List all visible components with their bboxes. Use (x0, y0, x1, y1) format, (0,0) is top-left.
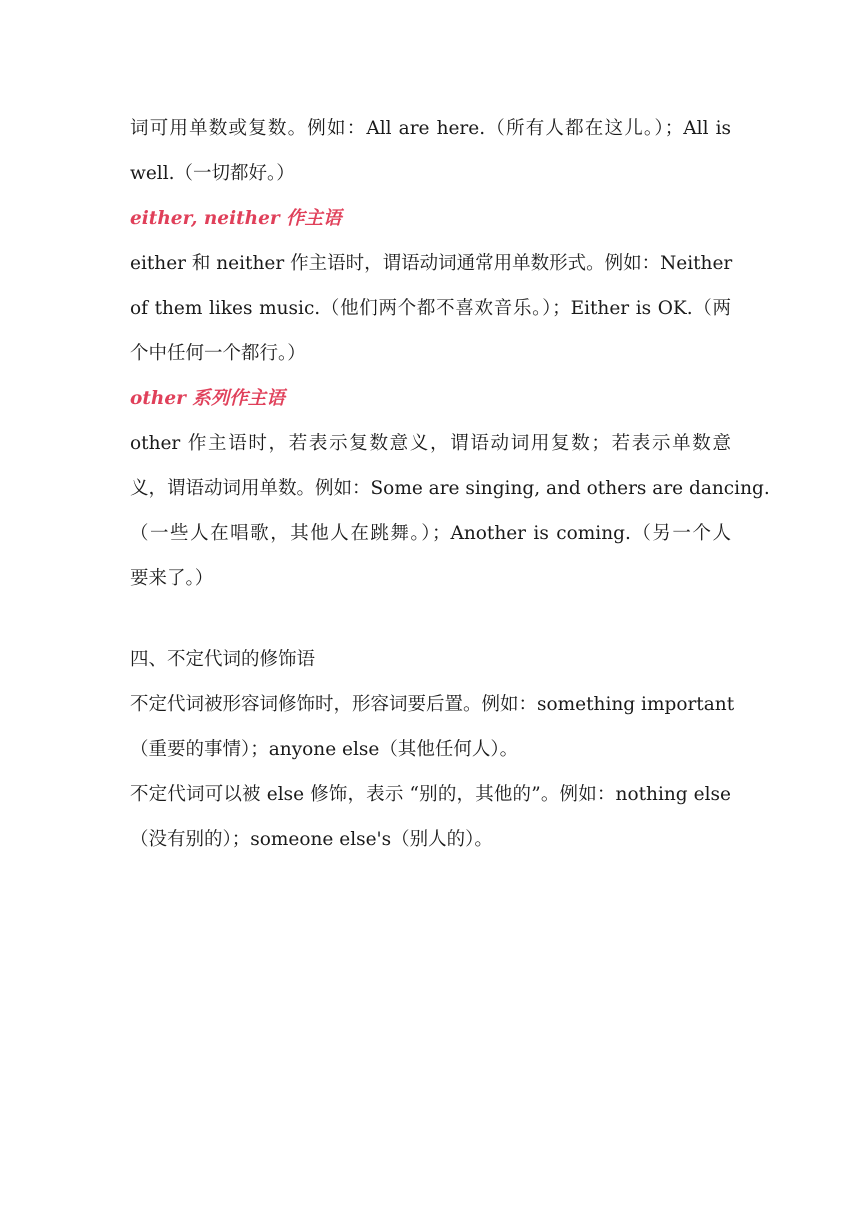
paragraph-line: 要来了。） (130, 568, 214, 589)
paragraph-line: either 和 neither 作主语时，谓语动词通常用单数形式。例如：Neither (130, 253, 733, 274)
paragraph-line: 不定代词被形容词修饰时，形容词要后置。例如：something important (130, 694, 735, 715)
subheading-either-neither: either, neither 作主语 (130, 208, 342, 229)
paragraph-line: 不定代词可以被 else 修饰，表示 “别的，其他的”。例如：nothing else (130, 784, 731, 805)
paragraph-line: other 作主语时，若表示复数意义，谓语动词用复数；若表示单数意 (130, 433, 731, 454)
paragraph-line: （没有别的）；someone else's（别人的）。 (130, 829, 493, 850)
paragraph-line: 义，谓语动词用单数。例如：Some are singing, and others are dancing. (130, 478, 770, 499)
section-spacer (130, 601, 731, 637)
paragraph-line: 个中任何一个都行。） (130, 343, 306, 364)
document-page (130, 106, 770, 862)
section-title: 四、不定代词的修饰语 (130, 649, 316, 670)
paragraph-line: （一些人在唱歌，其他人在跳舞。）；Another is coming.（另一个人 (130, 523, 731, 544)
paragraph-line: of them likes music.（他们两个都不喜欢音乐。）；Either is OK.（两 (130, 298, 731, 319)
paragraph-line: （重要的事情）；anyone else（其他任何人）。 (130, 739, 519, 760)
subheading-other: other 系列作主语 (130, 388, 285, 409)
paragraph-line: 词可用单数或复数。例如：All are here.（所有人都在这儿。）；All is (130, 118, 731, 139)
paragraph-line: well.（一切都好。） (130, 163, 295, 184)
